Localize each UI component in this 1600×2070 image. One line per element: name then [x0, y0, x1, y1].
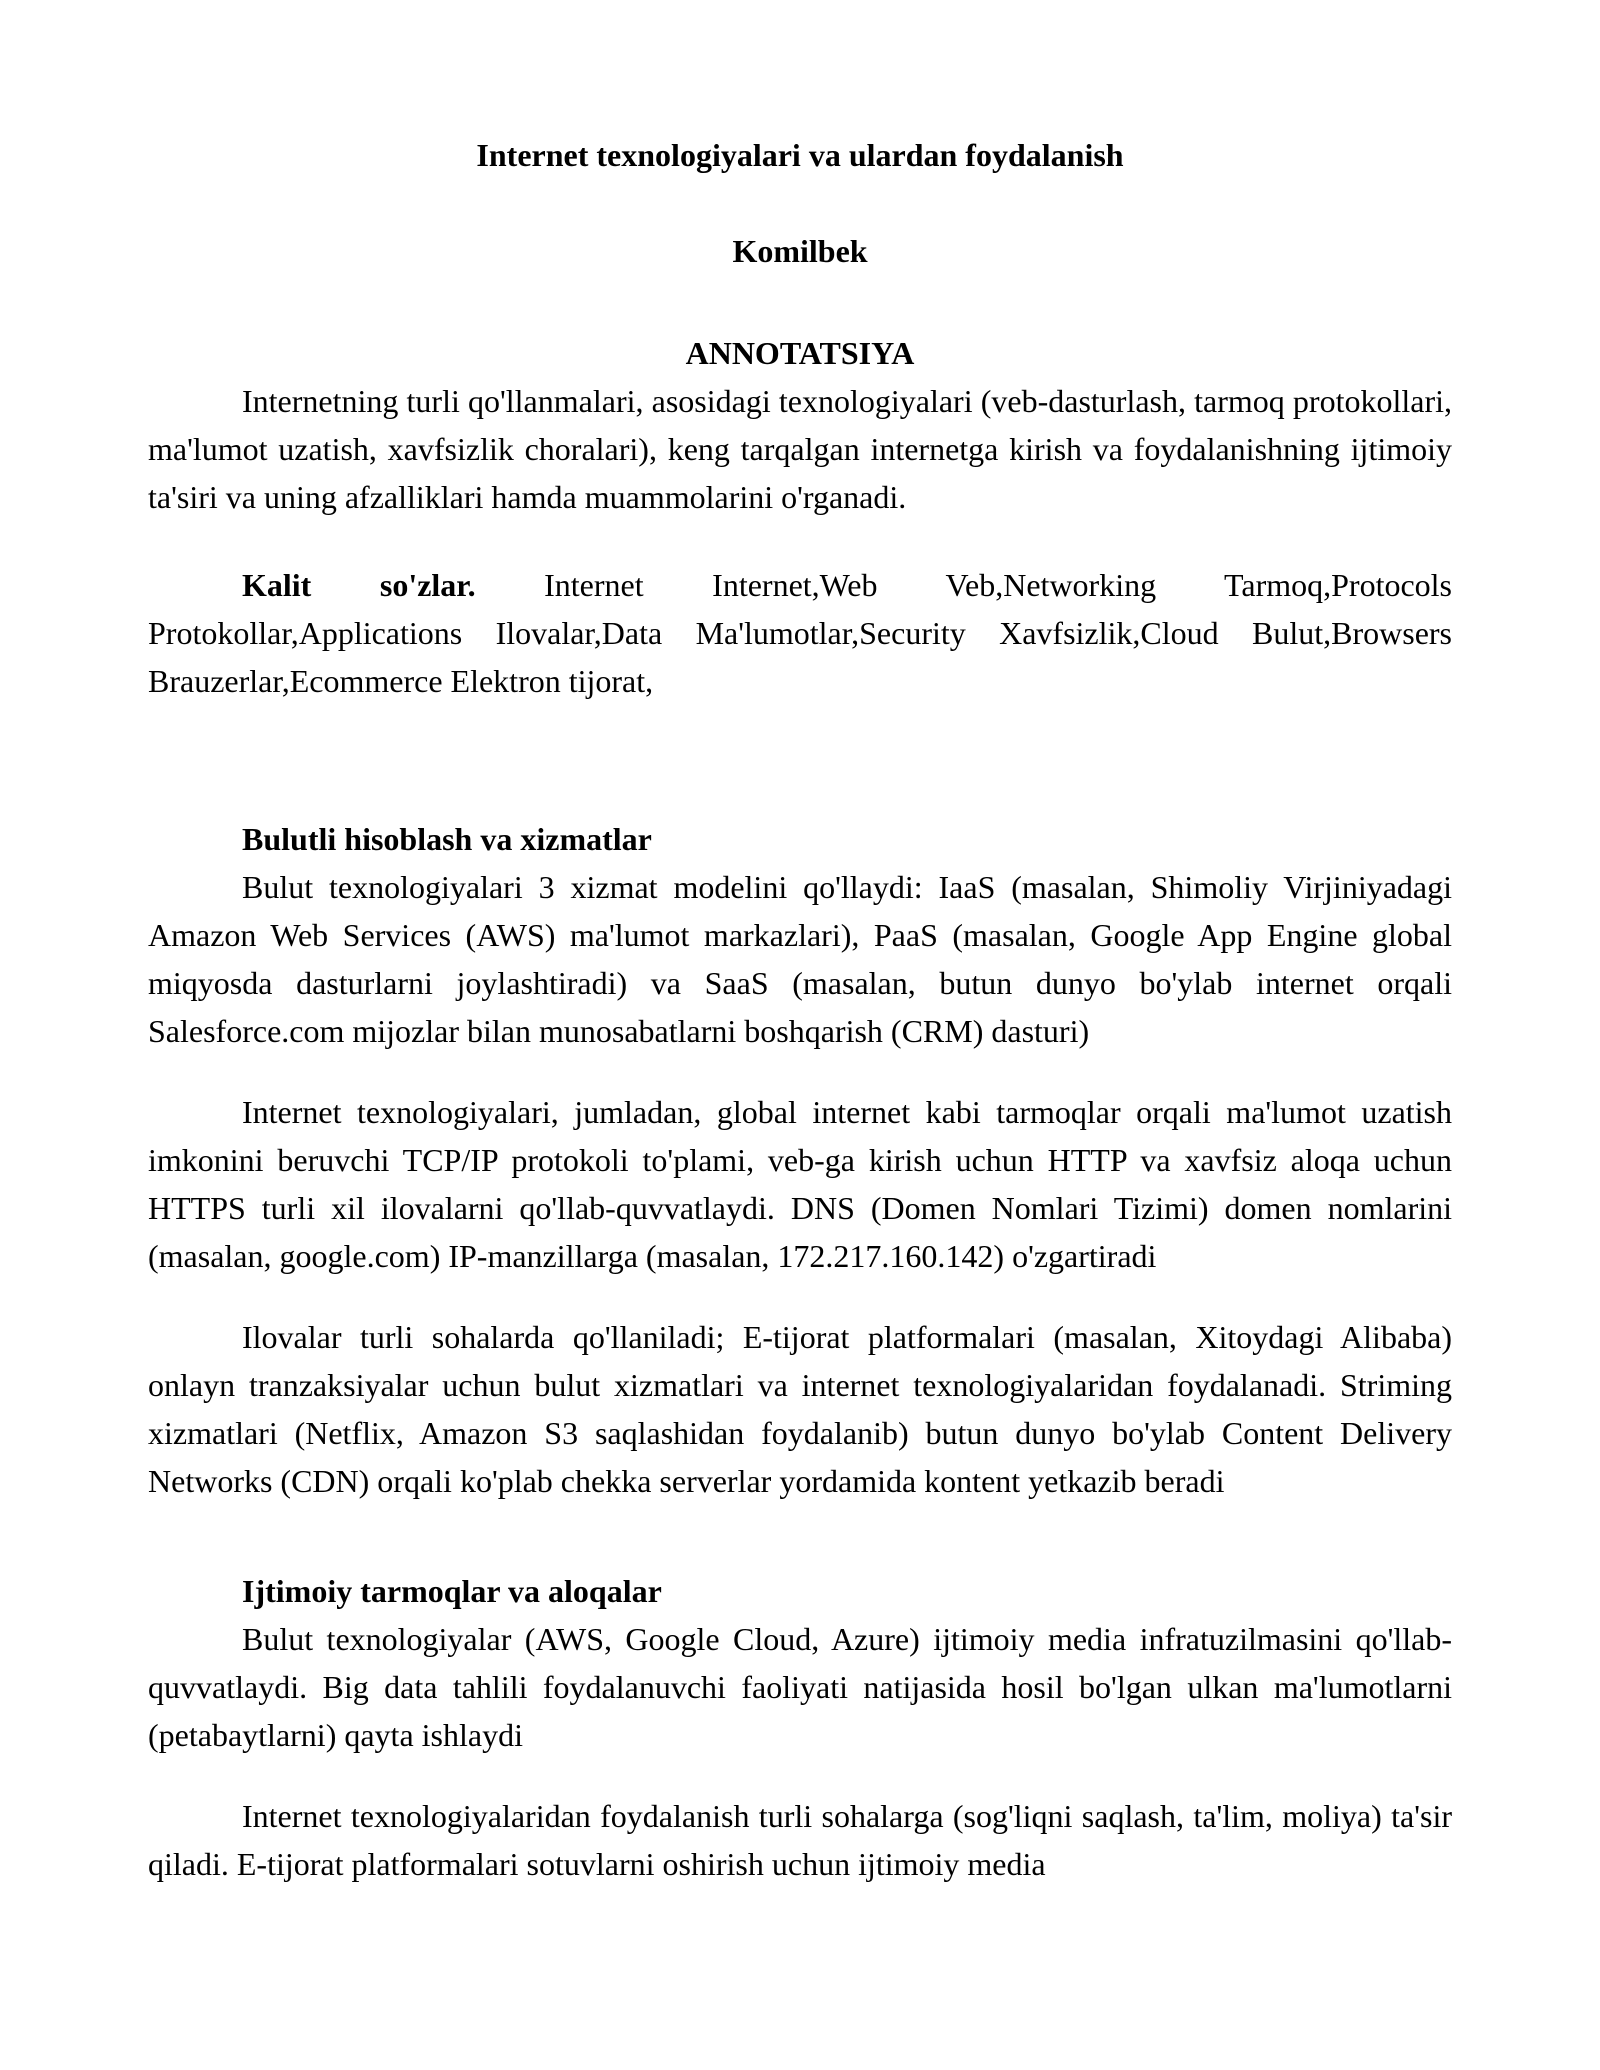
section-heading-cloud: Bulutli hisoblash va xizmatlar: [242, 821, 652, 857]
keywords-text: Internet Internet,Web Veb,Networking Tarmoq,Protocols Protokollar,Applications Ilovalar,Data Ma'lumotlar,Security Xavfsizlik,Cloud Bulut,Browsers Brauzerlar,Ecommerce Elektron tijorat,: [148, 567, 1453, 699]
annotation-heading: ANNOTATSIYA: [685, 335, 915, 371]
section-heading-social: Ijtimoiy tarmoqlar va aloqalar: [242, 1573, 662, 1609]
document-title: Internet texnologiyalari va ulardan foydalanish: [476, 137, 1124, 173]
section-cloud-paragraph-2: Internet texnologiyalari, jumladan, global internet kabi tarmoqlar orqali ma'lumot uzatish imkonini beruvchi TCP/IP protokoli to'plami, veb-ga kirish uchun HTTP va xavfsiz aloqa uchun HTTPS turli xil ilovalarni qo'llab-quvvatlaydi. DNS (Domen Nomlari Tizimi) domen nomlarini (masalan, google.com) IP-manzillarga (masalan, 172.217.160.142) o'zgartiradi: [148, 1094, 1452, 1274]
annotation-paragraph: Internetning turli qo'llanmalari, asosidagi texnologiyalari (veb-dasturlash, tarmoq protokollari, ma'lumot uzatish, xavfsizlik choralari), keng tarqalgan internetga kirish va foydalanishning ijtimoiy ta'siri va uning afzalliklari hamda muammolarini o'rganadi.: [148, 383, 1452, 515]
section-social-paragraph-2: Internet texnologiyalaridan foydalanish turli sohalarga (sog'liqni saqlash, ta'lim, moliya) ta'sir qiladi. E-tijorat platformalari sotuvlarni oshirish uchun ijtimoiy media: [148, 1798, 1452, 1882]
section-social-paragraph-1: Bulut texnologiyalar (AWS, Google Cloud, Azure) ijtimoiy media infratuzilmasini qo'llab-quvvatlaydi. Big data tahlili foydalanuvchi faoliyati natijasida hosil bo'lgan ulkan ma'lumotlarni (petabaytlarni) qayta ishlaydi: [148, 1621, 1452, 1753]
author-name: Komilbek: [732, 233, 868, 269]
page-content: [148, 0, 1452, 1888]
section-cloud-paragraph-3: Ilovalar turli sohalarda qo'llaniladi; E-tijorat platformalari (masalan, Xitoydagi Alibaba) onlayn tranzaksiyalar uchun bulut xizmatlari va internet texnologiyalaridan foydalanadi. Striming xizmatlari (Netflix, Amazon S3 saqlashidan foydalanib) butun dunyo bo'ylab Content Delivery Networks (CDN) orqali ko'plab chekka serverlar yordamida kontent yetkazib beradi: [148, 1319, 1452, 1499]
keywords-paragraph: [148, 561, 1452, 705]
keywords-label: Kalit so'zlar.: [242, 567, 476, 603]
section-cloud-paragraph-1: Bulut texnologiyalari 3 xizmat modelini qo'llaydi: IaaS (masalan, Shimoliy Virjiniyadagi Amazon Web Services (AWS) ma'lumot markazlari), PaaS (masalan, Google App Engine global miqyosda dasturlarni joylashtiradi) va SaaS (masalan, butun dunyo bo'ylab internet orqali Salesforce.com mijozlar bilan munosabatlarni boshqarish (CRM) dasturi): [148, 869, 1452, 1049]
